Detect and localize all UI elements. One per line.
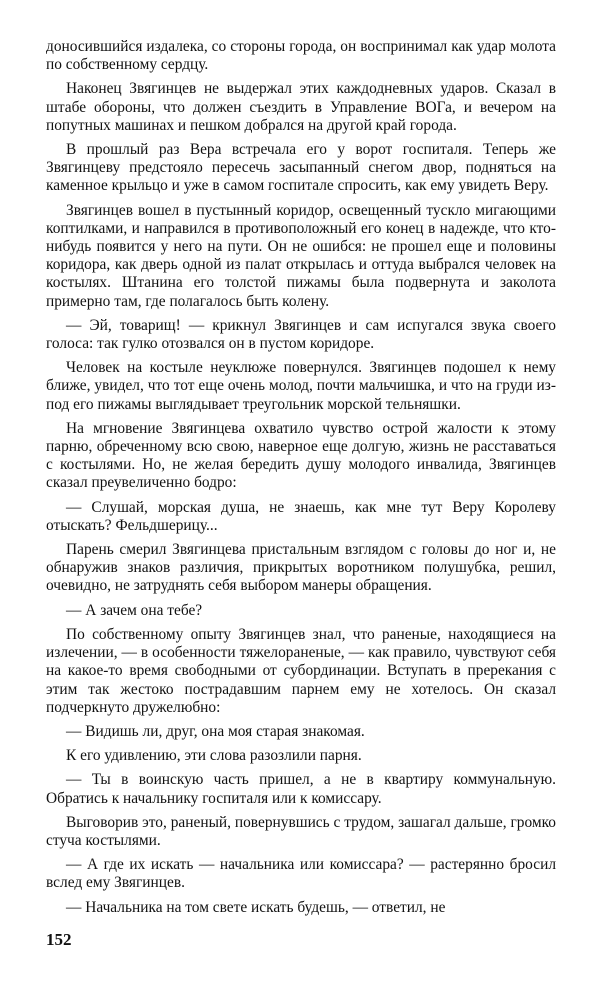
dialogue-paragraph: — А где их искать — начальника или комиссара? — растерянно бросил вслед ему Звягинцев. bbox=[46, 856, 556, 892]
paragraph: доносившийся издалека, со стороны города, он воспринимал как удар молота по собственному сердцу. bbox=[46, 38, 556, 74]
paragraph: Звягинцев вошел в пустынный коридор, освещенный тускло мигающими коптилками, и направился в противоположный его конец в надежде, что кто-нибудь появится у него на пути. Он не ошибся: не прошел еще и половины коридора, как дверь одной из палат открылась и оттуда выбрался человек на костылях. Штанина его толстой пижамы была подвернута и заколота примерно там, где полагалось быть колену. bbox=[46, 201, 556, 310]
dialogue-paragraph: — А зачем она тебе? bbox=[66, 601, 203, 619]
dialogue-paragraph: — Эй, товарищ! — крикнул Звягинцев и сам испугался звука своего голоса: так гулко отозвался он в пустом коридоре. bbox=[46, 316, 556, 353]
paragraph: В прошлый раз Вера встречала его у ворот госпиталя. Теперь же Звягинцеву предстояло пересечь засыпанный снегом двор, подняться на каменное крыльцо и уже в самом госпитале спросить, как ему увидеть Веру. bbox=[46, 141, 556, 195]
paragraph: Парень смерил Звягинцева пристальным взглядом с головы до ног и, не обнаружив знаков различия, прикрытых воротником полушубка, решил, очевидно, не затруднять себя выбором манеры обращения. bbox=[46, 541, 556, 595]
dialogue-paragraph: — Ты в воинскую часть пришел, а не в квартиру коммунальную. Обратись к начальнику госпиталя или к комиссару. bbox=[46, 771, 556, 807]
paragraph: Выговорив это, раненый, повернувшись с трудом, зашагал дальше, громко стуча костылями. bbox=[46, 813, 556, 849]
dialogue-paragraph: — Начальника на том свете искать будешь, — ответил, не bbox=[66, 898, 446, 916]
page-number: 152 bbox=[46, 930, 72, 949]
paragraph: К его удивлению, эти слова разозлили парня. bbox=[66, 747, 362, 765]
paragraph: Человек на костыле неуклюже повернулся. Звягинцев подошел к нему ближе, увидел, что тот еще очень молод, почти мальчишка, и что на груди из-под его пижамы выглядывает треугольник морской тельняшки. bbox=[46, 359, 556, 413]
dialogue-paragraph: — Видишь ли, друг, она моя старая знакомая. bbox=[66, 722, 365, 740]
book-page-text bbox=[46, 38, 556, 923]
paragraph: По собственному опыту Звягинцев знал, что раненые, находящиеся на излечении, — в особенности тяжелораненые, — как правило, чувствуют себя на какое-то время свободными от субординации. Вступать в пререкания с этим так жестоко пострадавшим парнем ему не хотелось. Он сказал подчеркнуто дружелюбно: bbox=[46, 625, 556, 716]
dialogue-paragraph: — Слушай, морская душа, не знаешь, как мне тут Веру Королеву отыскать? Фельдшерицу... bbox=[46, 498, 556, 534]
paragraph: Наконец Звягинцев не выдержал этих каждодневных ударов. Сказал в штабе обороны, что должен съездить в Управление ВОГа, и вечером на попутных машинах и пешком добрался на другой край города. bbox=[46, 80, 556, 134]
paragraph: На мгновение Звягинцева охватило чувство острой жалости к этому парню, обреченному всю свою, наверное еще долгую, жизнь не расставаться с костылями. Но, не желая бередить душу молодого инвалида, Звягинцев сказал преувеличенно бодро: bbox=[46, 419, 556, 492]
